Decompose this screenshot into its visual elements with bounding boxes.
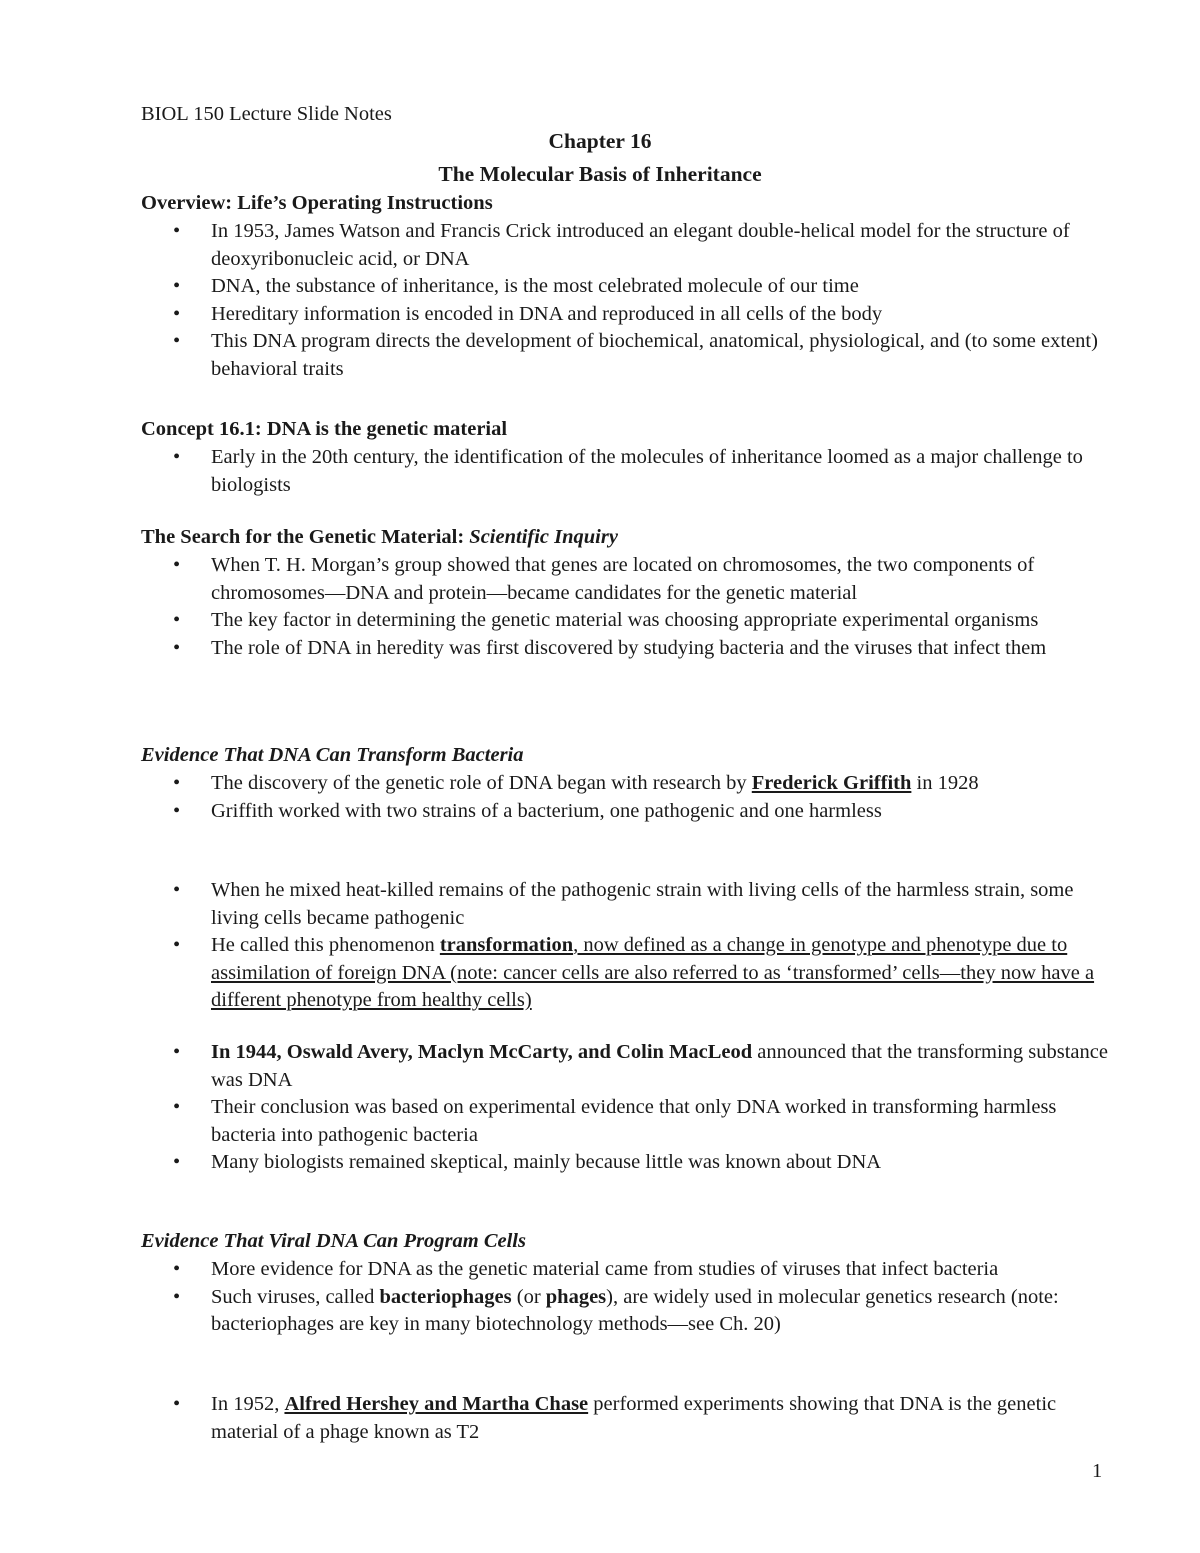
bullet-glyph: • xyxy=(173,879,181,901)
bullet-glyph: • xyxy=(173,302,181,325)
list-item: • In 1952, Alfred Hershey and Martha Chase performed experiments showing that DNA is the genetic material of a phage known as T2 xyxy=(173,1393,1057,1443)
running-head: BIOL 150 Lecture Slide Notes xyxy=(141,103,392,125)
bullet-glyph: • xyxy=(173,220,181,242)
page-number: 1 xyxy=(1092,1460,1103,1482)
hershey-chase-names: Alfred Hershey and Martha Chase xyxy=(284,1393,589,1415)
bullet-glyph: • xyxy=(173,772,181,794)
bullet-glyph: • xyxy=(173,1041,181,1063)
bacteriophages-term: bacteriophages xyxy=(379,1285,512,1308)
transformation-definition: , now defined as a change in genotype and phenotype due to assimilation of foreign DNA (note: cancer cells are also referred to as ‘transformed’ cells—they now have a different phenotype from healthy cells) xyxy=(211,934,1095,1011)
list-item: • When T. H. Morgan’s group showed that genes are located on chromosomes, the two components of chromosomes—DNA and protein—became candidates for the genetic material xyxy=(173,554,1035,604)
transformation-term: transformation xyxy=(439,934,574,956)
viral-heading: Evidence That Viral DNA Can Program Cells xyxy=(141,1230,526,1252)
bullet-glyph: • xyxy=(173,275,181,297)
list-item: • Many biologists remained skeptical, mainly because little was known about DNA xyxy=(141,1149,1111,1177)
bullet-glyph: • xyxy=(173,1096,181,1118)
bullet-glyph: • xyxy=(173,934,181,956)
viral-list-1 xyxy=(141,1256,1111,1339)
list-item: • The discovery of the genetic role of DNA began with research by Frederick Griffith in 1928 xyxy=(141,770,1111,798)
list-item: • The role of DNA in heredity was first discovered by studying bacteria and the viruses that infect them xyxy=(141,635,1111,663)
list-item: • The key factor in determining the genetic material was choosing appropriate experimental organisms xyxy=(141,607,1111,635)
bullet-glyph: • xyxy=(173,1393,181,1415)
chapter-number: Chapter 16 xyxy=(548,129,652,153)
list-item: • Early in the 20th century, the identification of the molecules of inheritance loomed as a major challenge to biologists xyxy=(173,446,1083,496)
list-item: • This DNA program directs the development of biochemical, anatomical, physiological, and (to some extent) behavioral traits xyxy=(173,330,1098,380)
list-item: • In 1944, Oswald Avery, Maclyn McCarty, and Colin MacLeod announced that the transforming substance was DNA xyxy=(173,1041,1108,1091)
phages-term: phages xyxy=(545,1285,607,1308)
griffith-name: Frederick Griffith xyxy=(751,772,912,794)
bullet-glyph: • xyxy=(173,1285,181,1308)
list-item: • Such viruses, called bacteriophages (or phages), are widely used in molecular genetics research (note: bacteriophages are key in many biotechnology methods—see Ch. 20) xyxy=(173,1285,1059,1335)
list-item: • More evidence for DNA as the genetic material came from studies of viruses that infect bacteria xyxy=(141,1256,1111,1284)
bullet-glyph: • xyxy=(173,799,181,822)
search-list xyxy=(141,552,1111,662)
list-item: • Their conclusion was based on experimental evidence that only DNA worked in transforming harmless bacteria into pathogenic bacteria xyxy=(173,1096,1057,1146)
list-item: • Griffith worked with two strains of a bacterium, one pathogenic and one harmless xyxy=(141,798,1111,826)
overview-list xyxy=(141,218,1111,383)
concept-list xyxy=(141,444,1111,499)
search-heading: The Search for the Genetic Material: Scientific Inquiry xyxy=(141,526,618,548)
list-item: • When he mixed heat-killed remains of the pathogenic strain with living cells of the harmless strain, some living cells became pathogenic xyxy=(173,879,1074,929)
transform-list-3 xyxy=(141,1039,1111,1177)
bullet-glyph: • xyxy=(173,1151,181,1173)
avery-names: In 1944, Oswald Avery, Maclyn McCarty, and Colin MacLeod xyxy=(211,1041,753,1063)
list-item: • Hereditary information is encoded in DNA and reproduced in all cells of the body xyxy=(141,301,1111,329)
bullet-glyph: • xyxy=(173,1258,181,1280)
list-item: • In 1953, James Watson and Francis Crick introduced an elegant double-helical model for the structure of deoxyribonucleic acid, or DNA xyxy=(173,220,1070,270)
list-item: • DNA, the substance of inheritance, is the most celebrated molecule of our time xyxy=(141,273,1111,301)
bullet-glyph: • xyxy=(173,636,181,659)
bullet-glyph: • xyxy=(173,446,181,468)
bullet-glyph: • xyxy=(173,554,181,576)
viral-list-2 xyxy=(141,1391,1111,1446)
bullet-glyph: • xyxy=(173,609,181,631)
overview-heading: Overview: Life’s Operating Instructions xyxy=(141,192,493,214)
bullet-glyph: • xyxy=(173,330,181,352)
list-item: • He called this phenomenon transformation, now defined as a change in genotype and phenotype due to assimilation of foreign DNA (note: cancer cells are also referred to as ‘transformed’ cells—they now have a different phenotype from healthy cells) xyxy=(173,934,1095,1011)
transform-list-1 xyxy=(141,770,1111,825)
search-heading-italic: Scientific Inquiry xyxy=(469,526,618,548)
transform-list-2 xyxy=(141,877,1111,1015)
chapter-title: The Molecular Basis of Inheritance xyxy=(438,162,762,186)
transform-heading: Evidence That DNA Can Transform Bacteria xyxy=(141,744,524,766)
concept-heading: Concept 16.1: DNA is the genetic material xyxy=(141,418,508,440)
